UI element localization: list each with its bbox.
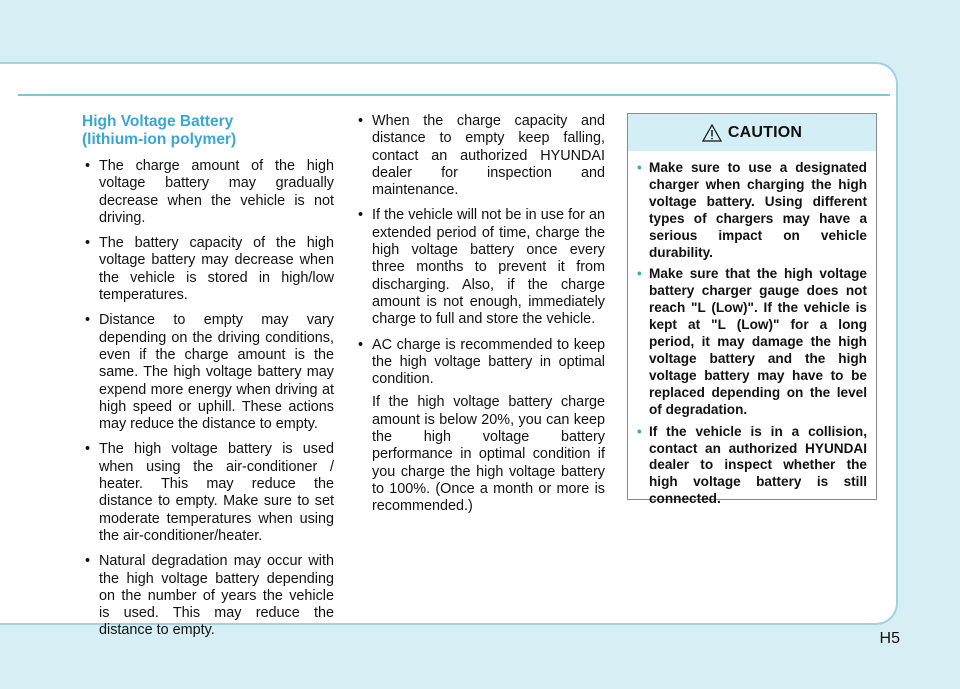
middle-bullet-list (355, 113, 605, 388)
list-item: • The high voltage battery is used when using the air-conditioner / heater. This may reduce the distance to empty. Make sure to set moderate temperatures when using the air-conditioner/heater. (82, 441, 334, 545)
caution-item: • If the vehicle is in a collision, contact an authorized HYUNDAI dealer to inspect whether the high voltage battery is still connected. (637, 424, 867, 509)
list-item: • AC charge is recommended to keep the high voltage battery in optimal condition. (355, 337, 605, 389)
list-item: • The battery capacity of the high voltage battery may decrease when the vehicle is stored in high/low temperatures. (82, 235, 334, 304)
caution-body (628, 151, 876, 508)
list-item: • If the vehicle will not be in use for an extended period of time, charge the high voltage battery once every three months to prevent it from discharging. Also, if the charge amount is not enough, immediately charge to full and store the vehicle. (355, 207, 605, 328)
top-divider (18, 94, 890, 96)
page-number: H5 (879, 630, 900, 647)
caution-box (627, 113, 877, 507)
list-item: • Natural degradation may occur with the high voltage battery depending on the number of years the vehicle is used. This may reduce the distance to empty. (82, 553, 334, 639)
left-bullet-list (82, 158, 334, 640)
ac-charge-note: If the high voltage battery charge amount is below 20%, you can keep the high voltage battery performance in optimal condition if you charge the high voltage battery to 100%. (Once a month or more is recommended.) (372, 394, 605, 515)
left-column (82, 113, 334, 648)
middle-column (355, 113, 605, 516)
list-item: • The charge amount of the high voltage battery may gradually decrease when the vehicle is not driving. (82, 158, 334, 227)
caution-header (628, 114, 876, 151)
caution-list (637, 160, 867, 508)
caution-title: CAUTION (727, 123, 803, 141)
caution-item: • Make sure that the high voltage battery charger gauge does not reach "L (Low)". If the vehicle is kept at "L (Low)" for a long period, it may damage the high voltage battery and the high voltage battery may have to be replaced depending on the level of degradation. (637, 266, 867, 418)
heading-line-1: High Voltage Battery (82, 113, 234, 130)
warning-triangle-icon (702, 124, 722, 142)
section-heading (82, 113, 334, 148)
heading-line-2: (lithium-ion polymer) (82, 130, 237, 148)
list-item: • When the charge capacity and distance to empty keep falling, contact an authorized HYUNDAI dealer for inspection and maintenance. (355, 113, 605, 199)
list-item: • Distance to empty may vary depending on the driving conditions, even if the charge amount is the same. The high voltage battery may expend more energy when driving at high speed or uphill. These actions may reduce the distance to empty. (82, 312, 334, 433)
caution-item: • Make sure to use a designated charger when charging the high voltage battery. Using different types of chargers may have a serious impact on vehicle durability. (637, 160, 867, 261)
